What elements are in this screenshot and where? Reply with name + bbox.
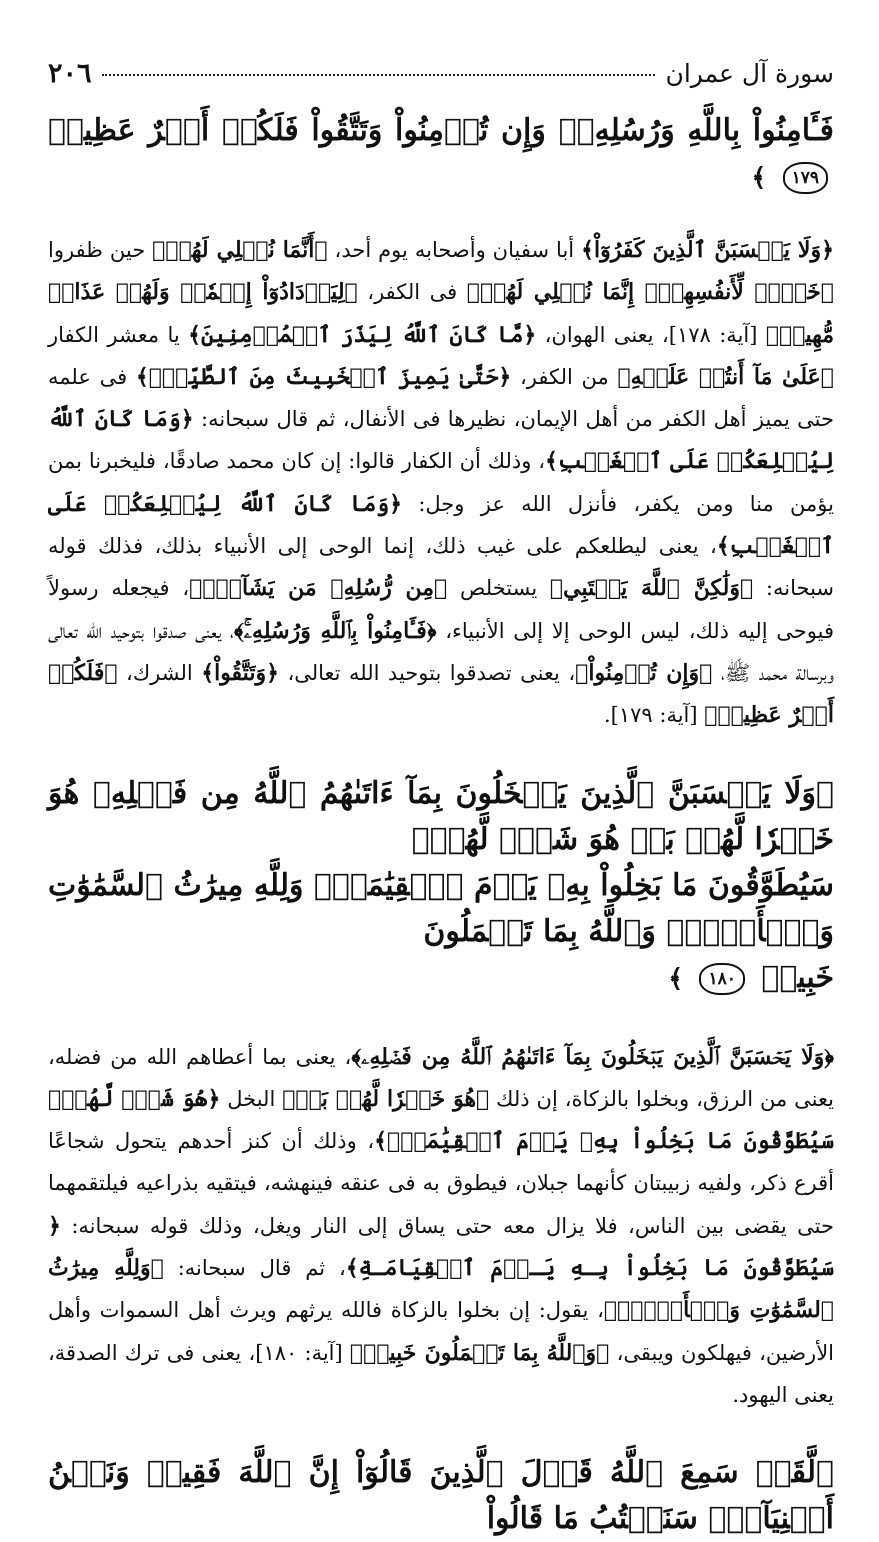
quran-quote: ﴿وَإِن تُؤۡمِنُواْ﴾ bbox=[575, 659, 713, 686]
verse-179-ending bbox=[48, 108, 834, 201]
commentary-verse-179 bbox=[48, 229, 834, 737]
quran-quote: ﴿فَلَكُمۡ أَجۡرٌ عَظِيمٞ﴾ bbox=[48, 659, 834, 729]
commentary-text: حين ظفروا bbox=[48, 238, 153, 262]
quran-quote: ﴿حَتَّىٰ يَمِيزَ ٱلۡخَبِيثَ مِنَ ٱلطَّيِّبِۗ﴾ bbox=[135, 363, 512, 390]
spacer bbox=[48, 201, 834, 229]
surah-title: سورة آل عمران bbox=[665, 59, 834, 88]
quran-quote: ﴿مَّا كَانَ ٱللَّهُ لِيَذَرَ ٱلۡمُؤۡمِنِينَ﴾ bbox=[188, 321, 537, 348]
commentary-text: فى علمه حتى يميز أهل الكفر من أهل الإيمان، نظيرها فى الأنفال، ثم قال سبحانه: bbox=[48, 364, 834, 432]
commentary-text: [آية: ١٧٨]، يعنى الهوان، bbox=[536, 322, 766, 347]
quran-quote: ﴿وَمَا كَانَ ٱللَّهُ لِيُطۡلِعَكُمۡ عَلَى ٱلۡغَيۡبِ﴾ bbox=[48, 490, 834, 560]
commentary-text: ، وذلك أن كنز أحدهم يتحول شجاعًا أقرع ذكر، ولفيه زبيبتان كأنهما جبلان، فيطوق به فى عنقه فينهشه، فيتقيه بذراعيه فيلتقمهما حتى يقضى بين الناس، فلا يزال معه حتى يساق إلى النار ويغل، وذلك قوله سبحانه: bbox=[48, 1129, 834, 1238]
commentary-text: ، ثم قال سبحانه: bbox=[163, 1256, 346, 1281]
commentary-text: [آية: ١٨٠]، يعنى فى ترك الصدقة، يعنى اليهود. bbox=[48, 1340, 834, 1407]
spacer bbox=[48, 737, 834, 771]
quran-quote: ﴿وَلَا يَحۡسَبَنَّ ٱلَّذِينَ كَفَرُوٓاْ﴾ bbox=[581, 237, 834, 263]
commentary-text: [آية: ١٧٩]. bbox=[603, 703, 705, 728]
spacer bbox=[48, 1002, 834, 1036]
spacer bbox=[48, 1416, 834, 1450]
quran-quote: ﴿هُوَ شَرّٞ لَّهُمۡۖ سَيُطَوَّقُونَ مَا بَخِلُواْ بِهِۦ يَوۡمَ ٱلۡقِيَٰمَةِۗ﴾ bbox=[48, 1085, 834, 1155]
closing-bracket: ﴾ bbox=[751, 163, 767, 192]
commentary-text: البخل bbox=[220, 1086, 283, 1111]
quran-quote: ﴿عَلَىٰ مَآ أَنتُمۡ عَلَيۡهِ﴾ bbox=[617, 363, 835, 390]
commentary-text: ، يعنى صدقوا بتوحيد الله تعالى وبرسالة محمد ﷺ، bbox=[48, 618, 835, 685]
verse-180 bbox=[48, 771, 834, 1002]
quran-quote: ﴿وَلَا يَحۡسَبَنَّ ٱلَّذِينَ يَبۡخَلُونَ بِمَآ ءَاتَىٰهُمُ ٱللَّهُ مِن فَضۡلِهِۦ﴾ bbox=[351, 1043, 834, 1070]
commentary-text: ، يعنى بما أعطاهم الله من فضله، يعنى من الرزق، وبخلوا بالزكاة، إن ذلك bbox=[48, 1044, 834, 1111]
book-page bbox=[48, 58, 835, 1537]
quran-quote: ﴿وَمَا كَانَ ٱللَّهُ لِيُطۡلِعَكُمۡ عَلَى ٱلۡغَيۡبِ﴾ bbox=[48, 406, 835, 475]
commentary-text: فى الكفر، bbox=[357, 280, 467, 305]
commentary-text: يستخلص bbox=[447, 576, 550, 601]
commentary-text: ، فيجعله رسولاً فيوحى إليه ذلك، ليس الوحى إلا إلى الأنبياء، bbox=[48, 576, 834, 643]
commentary-text: ، يعنى تصدقوا بتوحيد الله تعالى، bbox=[278, 660, 576, 685]
quran-quote: ﴿وَلَٰكِنَّ ٱللَّهَ يَجۡتَبِي﴾ bbox=[549, 575, 754, 602]
quran-quote: ﴿وَتَتَّقُواْ﴾ bbox=[201, 659, 279, 686]
page-number: ٢٠٦ bbox=[48, 58, 92, 89]
verse-line: سَيُطَوَّقُونَ مَا بَخِلُواْ بِهِۦ يَوۡمَ ٱلۡقِيَٰمَةِۗ وَلِلَّهِ مِيرَٰثُ ٱلسَّمَٰوَٰتِ وَٱلۡأَرۡضِۗ وَٱللَّهُ بِمَا تَعۡمَلُونَ bbox=[48, 867, 834, 949]
commentary-text: ، يقول: إن بخلوا بالزكاة فالله يرثهم ويرث أهل السموات وأهل الأرضين، فيهلكون ويبقى، bbox=[48, 1298, 835, 1365]
verse-text: خَبِيرٞ bbox=[761, 959, 834, 995]
commentary-text: يا معشر الكفار bbox=[48, 322, 189, 347]
verse-text: فَـَٔامِنُواْ بِاللَّهِ وَرُسُلِهِۦۚ وَإِن تُؤۡمِنُواْ وَتَتَّقُواْ فَلَكُمۡ أَجۡرٌ عَظِيمٞ bbox=[48, 113, 834, 148]
page-header bbox=[48, 58, 834, 102]
quran-quote: ﴿ سَيُطَوَّقُونَ مَا بَخِلُواْ بِـهِ يَـوۡمَ ٱلۡقِيَامَـةِ﴾ bbox=[48, 1212, 834, 1282]
closing-bracket: ﴾ bbox=[668, 963, 684, 993]
quran-quote: ﴿هُوَ خَيۡرٗا لَّهُمۖ بَلۡ﴾ bbox=[282, 1085, 490, 1112]
quran-quote: ﴿لِيَزۡدَادُوٓاْ إِثۡمٗاۖ وَلَهُمۡ عَذَابٞ مُّهِينٞ﴾ bbox=[48, 279, 835, 348]
header-dotted-leader bbox=[102, 74, 656, 76]
verse-text: ﴿لَّقَدۡ سَمِعَ ٱللَّهُ قَوۡلَ ٱلَّذِينَ قَالُوٓاْ إِنَّ ٱللَّهَ فَقِيرٞ وَنَحۡنُ أَغۡنِيَآءُۘ سَنَكۡتُبُ مَا قَالُواْ bbox=[48, 1455, 834, 1537]
commentary-text: ، يعنى ليطلعكم على غيب ذلك، إنما الوحى إلى الأنبياء بذلك، فذلك قوله سبحانه: bbox=[48, 534, 834, 601]
quran-quote: ﴿مِن رُّسُلِهِۦ مَن يَشَآءُۖ﴾ bbox=[189, 575, 448, 602]
quran-quote: ﴿أَنَّمَا نُمۡلِي لَهُمۡ﴾ bbox=[152, 237, 328, 263]
commentary-verse-180 bbox=[48, 1036, 834, 1417]
ayah-number-marker: ١٨٠ bbox=[699, 963, 744, 995]
verse-line: ﴿وَلَا يَحۡسَبَنَّ ٱلَّذِينَ يَبۡخَلُونَ بِمَآ ءَاتَىٰهُمُ ٱللَّهُ مِن فَضۡلِهِۦ هُوَ خَيۡرٗا لَّهُمۖ بَلۡ هُوَ شَرّٞ لَّهُمۡۖ bbox=[48, 775, 834, 857]
quran-quote: ﴿فَـَٔامِنُواْ بِٱللَّهِ وَرُسُلِهِۦۚ﴾ bbox=[233, 617, 437, 644]
ayah-number-marker: ١٧٩ bbox=[783, 162, 828, 194]
commentary-text: من الكفر، bbox=[511, 364, 618, 389]
verse-181-beginning bbox=[48, 1450, 834, 1542]
quran-quote: ﴿خَيۡرٞ لِّأَنفُسِهِمۡۚ إِنَّمَا نُمۡلِي لَهُمۡ﴾ bbox=[466, 279, 834, 306]
verse-line-last bbox=[48, 955, 834, 1002]
commentary-text: الشرك، bbox=[117, 660, 202, 685]
commentary-text: أبا سفيان وأصحابه يوم أحد، bbox=[327, 238, 582, 262]
commentary-text: ، وذلك أن الكفار قالوا: إن كان محمد صادقًا، فليخبرنا بمن يؤمن منا ومن يكفر، فأنزل الله عز وجل: bbox=[48, 449, 834, 516]
quran-quote: ﴿وَٱللَّهُ بِمَا تَعۡمَلُونَ خَبِيرٞ﴾ bbox=[349, 1339, 610, 1366]
quran-quote: ﴿وَلِلَّهِ مِيرَٰثُ ٱلسَّمَٰوَٰتِ وَٱلۡأَرۡضِۗ﴾ bbox=[48, 1255, 835, 1324]
